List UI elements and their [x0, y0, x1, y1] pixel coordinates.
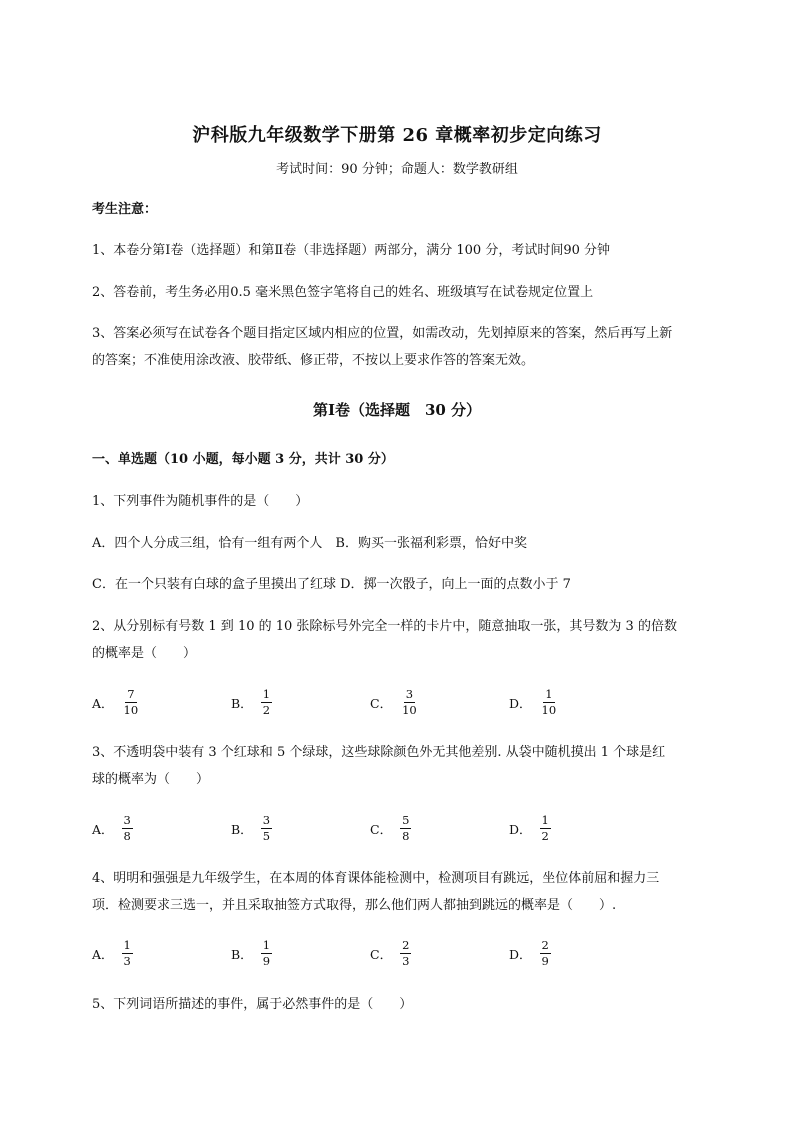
- question-2-option-d: D． $\frac{1}{10}$: [509, 687, 557, 717]
- notice-item-3-cont: 的答案；不准使用涂改液、胶带纸、修正带，不按以上要求作答的答案无效。: [92, 353, 535, 368]
- fraction: $\frac{2}{3}$: [402, 938, 410, 968]
- notice-item-2: 2、答卷前，考生务必用0.5 毫米黑色签字笔将自己的姓名、班级填写在试卷规定位置上: [92, 285, 594, 300]
- fraction: $\frac{3}{8}$: [123, 813, 131, 843]
- question-5-stem: 5、下列词语所描述的事件，属于必然事件的是（ ）: [92, 997, 413, 1012]
- fraction: $\frac{1}{2}$: [262, 687, 271, 717]
- fraction: $\frac{2}{9}$: [541, 938, 549, 968]
- question-3-option-d: D． $\frac{1}{2}$: [509, 813, 549, 843]
- question-1-stem: 1、下列事件为随机事件的是（ ）: [92, 494, 309, 509]
- question-2-option-c: C． $\frac{3}{10}$: [370, 687, 417, 717]
- exam-title: 沪科版九年级数学下册第 26 章概率初步定向练习: [192, 125, 602, 146]
- exam-subtitle: 考试时间：90 分钟；命题人：数学教研组: [276, 162, 518, 177]
- part-heading: 一、单选题（10 小题，每小题 3 分，共计 30 分）: [92, 452, 394, 467]
- question-2-stem-cont: 的概率是（ ）: [92, 646, 197, 661]
- fraction: $\frac{3}{10}$: [402, 687, 417, 717]
- notice-heading: 考生注意：: [92, 202, 158, 217]
- section-title: 第Ⅰ卷（选择题 30 分）: [312, 401, 482, 419]
- question-2-option-a: A． $\frac{7}{10}$: [92, 687, 139, 717]
- question-2-option-b: B． $\frac{1}{2}$: [231, 687, 271, 717]
- fraction: $\frac{1}{2}$: [541, 813, 549, 843]
- fraction: $\frac{5}{8}$: [402, 813, 410, 843]
- fraction: $\frac{3}{5}$: [262, 813, 271, 843]
- fraction: $\frac{1}{9}$: [262, 938, 271, 968]
- question-4-option-c: C． $\frac{2}{3}$: [370, 938, 410, 968]
- fraction: $\frac{1}{3}$: [123, 938, 131, 968]
- question-3-option-a: A． $\frac{3}{8}$: [92, 813, 131, 843]
- notice-item-3: 3、答案必须写在试卷各个题目指定区域内相应的位置，如需改动，先划掉原来的答案，然后再写上新: [92, 326, 673, 341]
- fraction: $\frac{7}{10}$: [123, 687, 139, 717]
- notice-item-1: 1、本卷分第Ⅰ卷（选择题）和第Ⅱ卷（非选择题）两部分，满分 100 分，考试时间90 分钟: [92, 243, 610, 258]
- question-2-stem: 2、从分别标有号数 1 到 10 的 10 张除标号外完全一样的卡片中，随意抽取一张，其号数为 3 的倍数: [92, 619, 677, 634]
- question-4-option-d: D． $\frac{2}{9}$: [509, 938, 549, 968]
- question-4-option-a: A． $\frac{1}{3}$: [92, 938, 131, 968]
- question-4-stem-cont: 项．检测要求三选一，并且采取抽签方式取得，那么他们两人都抽到跳远的概率是（ ）.: [92, 898, 617, 913]
- question-1-options-row-2: C．在一个只装有白球的盒子里摸出了红球 D．掷一次骰子，向上一面的点数小于 7: [92, 577, 571, 592]
- question-4-stem: 4、明明和强强是九年级学生，在本周的体育课体能检测中，检测项目有跳远，坐位体前屈和握力三: [92, 871, 660, 886]
- question-3-stem-cont: 球的概率为（ ）: [92, 772, 210, 787]
- question-3-option-c: C． $\frac{5}{8}$: [370, 813, 410, 843]
- question-3-option-b: B． $\frac{3}{5}$: [231, 813, 271, 843]
- question-4-option-b: B． $\frac{1}{9}$: [231, 938, 271, 968]
- fraction: $\frac{1}{10}$: [541, 687, 557, 717]
- question-1-options-row-1: A．四个人分成三组，恰有一组有两个人 B．购买一张福利彩票，恰好中奖: [92, 536, 527, 551]
- question-3-stem: 3、不透明袋中装有 3 个红球和 5 个绿球，这些球除颜色外无其他差别. 从袋中随机摸出 1 个球是红: [92, 745, 666, 760]
